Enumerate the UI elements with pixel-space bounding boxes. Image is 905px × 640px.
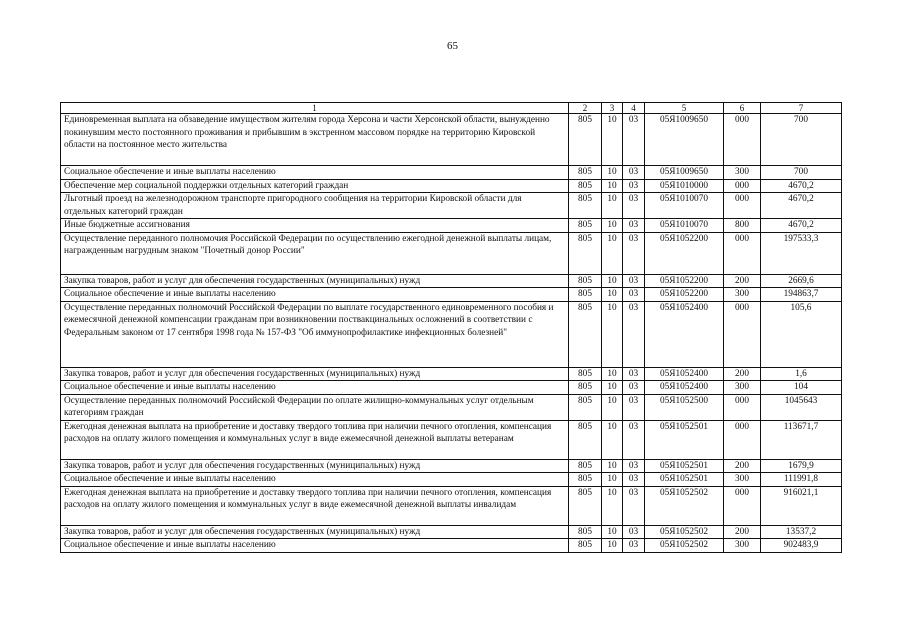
row-name: Осуществление переданных полномочий Российской Федерации по оплате жилищно-коммунальных услуг отдельным категориям граждан [61,394,569,420]
table-row [61,232,842,274]
row-col-5: 05Я1010000 [645,179,724,193]
row-col-4: 03 [623,274,645,288]
row-col-6: 000 [724,193,761,219]
row-col-5: 05Я1052400 [645,301,724,367]
row-col-5: 05Я1052200 [645,274,724,288]
row-col-3: 10 [602,288,623,302]
row-col-2: 805 [569,486,602,525]
row-col-5: 05Я1052501 [645,420,724,459]
row-col-7: 1679,9 [761,459,842,473]
row-col-5: 05Я1052400 [645,381,724,395]
row-col-7: 902483,9 [761,539,842,553]
row-name: Закупка товаров, работ и услуг для обеспечения государственных (муниципальных) нужд [61,459,569,473]
row-name: Социальное обеспечение и иные выплаты населению [61,473,569,487]
row-col-3: 10 [602,301,623,367]
row-col-3: 10 [602,114,623,166]
row-col-2: 805 [569,473,602,487]
row-col-2: 805 [569,381,602,395]
row-col-2: 805 [569,394,602,420]
row-col-3: 10 [602,525,623,539]
table-row [61,288,842,302]
row-col-7: 700 [761,114,842,166]
row-col-6: 200 [724,525,761,539]
table-row [61,473,842,487]
table-row [61,486,842,525]
row-col-4: 03 [623,525,645,539]
row-name: Закупка товаров, работ и услуг для обеспечения государственных (муниципальных) нужд [61,274,569,288]
table-body [61,114,842,553]
row-col-3: 10 [602,219,623,233]
row-col-6: 300 [724,288,761,302]
table-row [61,367,842,381]
row-col-2: 805 [569,274,602,288]
row-col-6: 300 [724,473,761,487]
row-col-5: 05Я1052502 [645,486,724,525]
row-name: Социальное обеспечение и иные выплаты населению [61,288,569,302]
row-col-3: 10 [602,539,623,553]
row-col-4: 03 [623,301,645,367]
row-col-3: 10 [602,193,623,219]
row-col-7: 104 [761,381,842,395]
row-col-6: 200 [724,367,761,381]
table-row [61,219,842,233]
header-col-1: 1 [61,103,569,114]
row-col-3: 10 [602,166,623,180]
row-col-7: 113671,7 [761,420,842,459]
row-name: Осуществление переданных полномочий Российской Федерации по выплате государственного единовременного пособия и ежемесячной денежной компенсации гражданам при возникновении поствакцинальных осложнений в соответствии с Федеральным законом от 17 сентября 1998 года № 157-ФЗ "Об иммунопрофилактике инфекционных болезней" [61,301,569,367]
row-col-2: 805 [569,114,602,166]
row-col-5: 05Я1009650 [645,114,724,166]
row-col-5: 05Я1052501 [645,473,724,487]
row-name: Обеспечение мер социальной поддержки отдельных категорий граждан [61,179,569,193]
table-row [61,394,842,420]
budget-table [60,102,842,553]
table-header [61,103,842,114]
row-col-7: 700 [761,166,842,180]
table-row [61,193,842,219]
row-col-3: 10 [602,420,623,459]
table-row [61,274,842,288]
row-col-2: 805 [569,539,602,553]
header-col-5: 5 [645,103,724,114]
row-name: Иные бюджетные ассигнования [61,219,569,233]
row-col-3: 10 [602,473,623,487]
table-row [61,525,842,539]
row-name: Закупка товаров, работ и услуг для обеспечения государственных (муниципальных) нужд [61,525,569,539]
row-col-4: 03 [623,420,645,459]
row-col-7: 916021,1 [761,486,842,525]
row-col-6: 300 [724,381,761,395]
row-name: Льготный проезд на железнодорожном транспорте пригородного сообщения на территории Кировской области для отдельных категорий граждан [61,193,569,219]
row-col-7: 1045643 [761,394,842,420]
header-col-4: 4 [623,103,645,114]
row-name: Ежегодная денежная выплата на приобретение и доставку твердого топлива при наличии печного отопления, компенсация расходов на оплату жилого помещения и коммунальных услуг в виде ежемесячной денежной выплаты инвалидам [61,486,569,525]
row-col-3: 10 [602,394,623,420]
row-name: Ежегодная денежная выплата на приобретение и доставку твердого топлива при наличии печного отопления, компенсация расходов на оплату жилого помещения и коммунальных услуг в виде ежемесячной денежной выплаты ветеранам [61,420,569,459]
row-col-6: 000 [724,486,761,525]
row-col-7: 197533,3 [761,232,842,274]
row-col-4: 03 [623,394,645,420]
row-col-5: 05Я1052502 [645,539,724,553]
table-row [61,381,842,395]
row-col-3: 10 [602,381,623,395]
row-col-2: 805 [569,301,602,367]
row-col-2: 805 [569,288,602,302]
row-col-4: 03 [623,232,645,274]
table-row [61,301,842,367]
page-number: 65 [447,40,458,52]
header-col-3: 3 [602,103,623,114]
row-col-5: 05Я1010070 [645,219,724,233]
row-col-4: 03 [623,367,645,381]
table-row [61,539,842,553]
row-col-4: 03 [623,288,645,302]
row-col-3: 10 [602,274,623,288]
row-col-4: 03 [623,166,645,180]
row-col-6: 000 [724,179,761,193]
row-col-5: 05Я1052502 [645,525,724,539]
row-col-2: 805 [569,193,602,219]
row-col-5: 05Я1052500 [645,394,724,420]
row-col-5: 05Я1052200 [645,232,724,274]
row-col-4: 03 [623,473,645,487]
row-col-3: 10 [602,367,623,381]
row-col-6: 200 [724,274,761,288]
row-col-3: 10 [602,459,623,473]
row-col-6: 000 [724,394,761,420]
row-col-5: 05Я1010070 [645,193,724,219]
table-row [61,166,842,180]
row-col-5: 05Я1052400 [645,367,724,381]
row-col-7: 2669,6 [761,274,842,288]
header-col-7: 7 [761,103,842,114]
row-name: Социальное обеспечение и иные выплаты населению [61,381,569,395]
header-col-2: 2 [569,103,602,114]
header-col-6: 6 [724,103,761,114]
row-col-6: 300 [724,539,761,553]
row-name: Осуществление переданного полномочия Российской Федерации по осуществлению ежегодной денежной выплаты лицам, награжденным нагрудным знаком "Почетный донор России" [61,232,569,274]
row-col-2: 805 [569,219,602,233]
row-col-4: 03 [623,381,645,395]
row-col-7: 13537,2 [761,525,842,539]
row-col-7: 4670,2 [761,193,842,219]
row-col-7: 105,6 [761,301,842,367]
table-row [61,459,842,473]
row-col-3: 10 [602,179,623,193]
row-col-3: 10 [602,232,623,274]
row-col-2: 805 [569,459,602,473]
table-row [61,420,842,459]
row-col-2: 805 [569,420,602,459]
row-col-2: 805 [569,166,602,180]
row-col-4: 03 [623,219,645,233]
row-col-6: 000 [724,301,761,367]
row-col-5: 05Я1009650 [645,166,724,180]
row-name: Закупка товаров, работ и услуг для обеспечения государственных (муниципальных) нужд [61,367,569,381]
row-col-6: 300 [724,166,761,180]
row-name: Единовременная выплата на обзаведение имуществом жителям города Херсона и части Херсонской области, вынужденно покинувшим место постоянного проживания и прибывшим в экстренном массовом порядке на территорию Кировской области на постоянное место жительства [61,114,569,166]
row-col-4: 03 [623,539,645,553]
row-col-7: 1,6 [761,367,842,381]
row-col-4: 03 [623,193,645,219]
row-col-2: 805 [569,367,602,381]
row-col-4: 03 [623,179,645,193]
row-col-7: 4670,2 [761,179,842,193]
row-col-3: 10 [602,486,623,525]
table-row [61,114,842,166]
row-col-5: 05Я1052200 [645,288,724,302]
row-col-5: 05Я1052501 [645,459,724,473]
row-col-7: 111991,8 [761,473,842,487]
row-name: Социальное обеспечение и иные выплаты населению [61,166,569,180]
row-col-2: 805 [569,525,602,539]
row-col-4: 03 [623,114,645,166]
row-col-7: 194863,7 [761,288,842,302]
row-col-6: 000 [724,114,761,166]
row-col-4: 03 [623,486,645,525]
row-col-6: 800 [724,219,761,233]
header-row [61,103,842,114]
row-col-6: 000 [724,232,761,274]
row-col-6: 000 [724,420,761,459]
row-name: Социальное обеспечение и иные выплаты населению [61,539,569,553]
row-col-6: 200 [724,459,761,473]
row-col-2: 805 [569,179,602,193]
row-col-2: 805 [569,232,602,274]
row-col-7: 4670,2 [761,219,842,233]
table-row [61,179,842,193]
row-col-4: 03 [623,459,645,473]
